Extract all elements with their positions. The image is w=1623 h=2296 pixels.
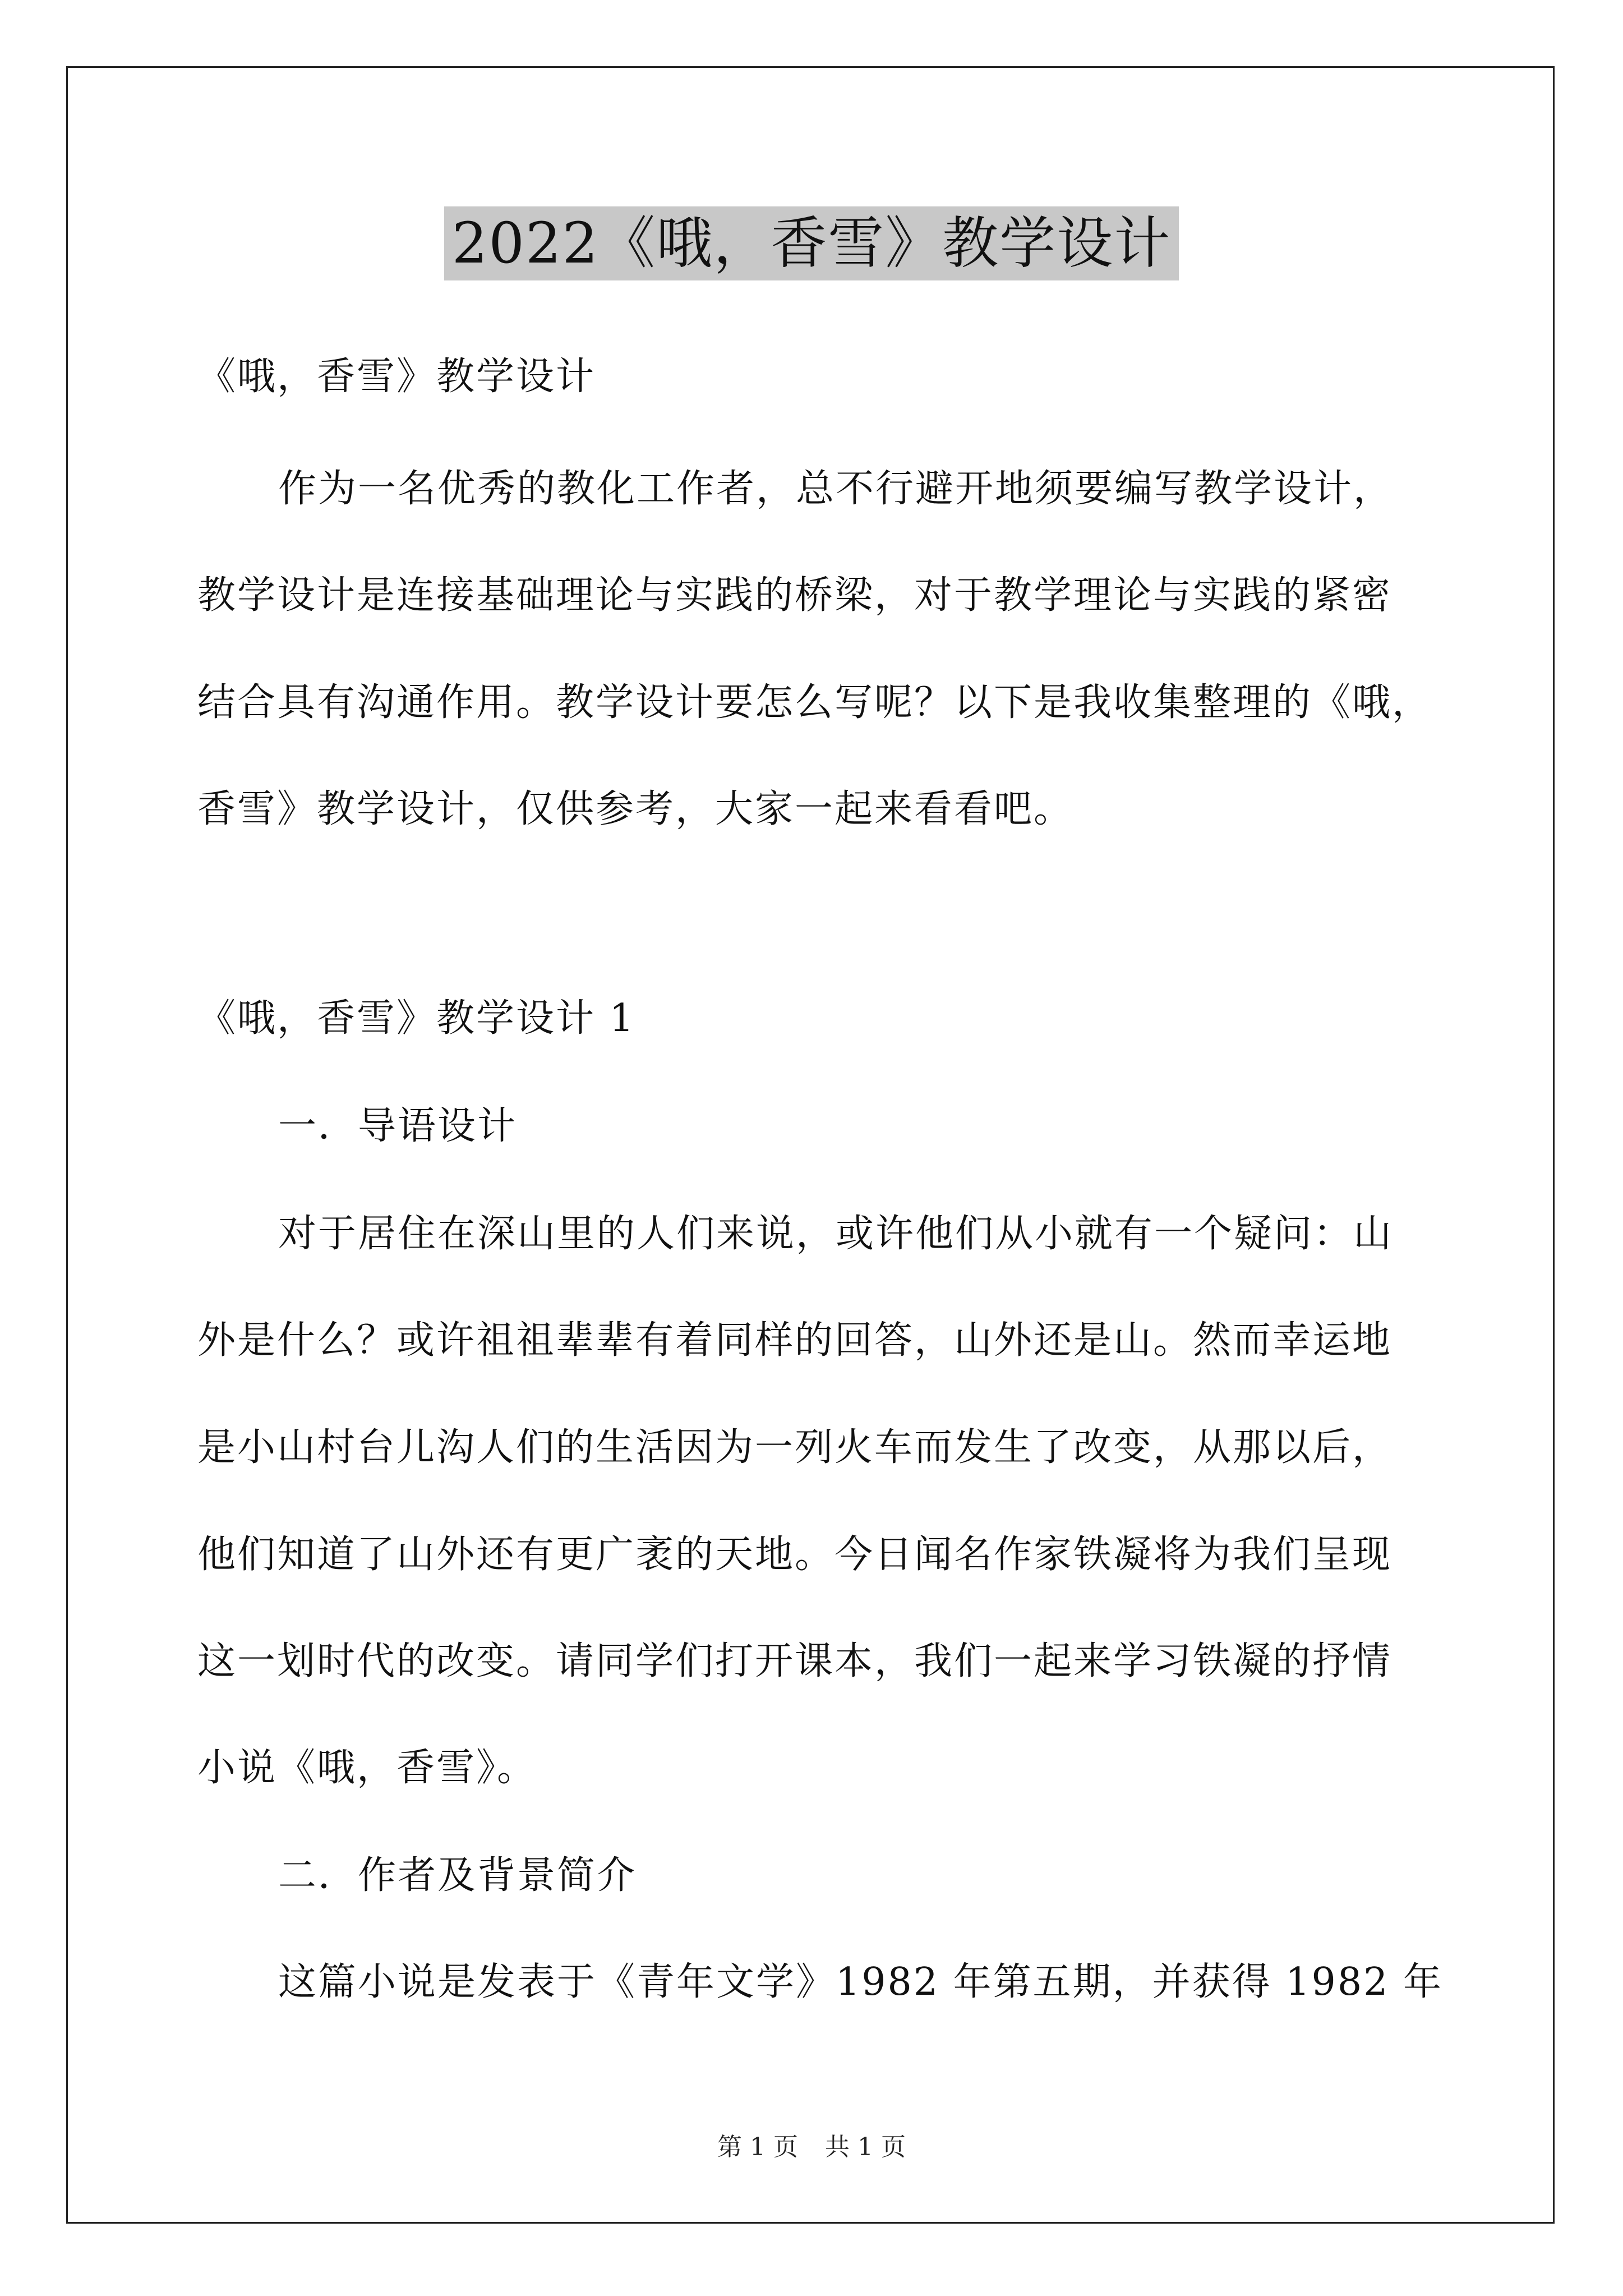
intro-line-3: 结合具有沟通作用。教学设计要怎么写呢？以下是我收集整理的《哦，: [197, 680, 1432, 725]
document-subtitle: 《哦，香雪》教学设计: [197, 355, 596, 399]
page-total: 共 1 页: [825, 2133, 906, 2161]
part1-line-6: 小说《哦，香雪》。: [197, 1746, 537, 1790]
page-number: 第 1 页: [717, 2133, 798, 2161]
intro-line-2: 教学设计是连接基础理论与实践的桥梁，对于教学理论与实践的紧密: [197, 573, 1393, 618]
document-title: 2022《哦，香雪》教学设计: [444, 206, 1179, 280]
part1-line-2: 外是什么？或许祖祖辈辈有着同样的回答，山外还是山。然而幸运地: [197, 1318, 1393, 1363]
part2-heading: 二．作者及背景简介: [278, 1853, 637, 1898]
part1-heading: 一．导语设计: [278, 1104, 518, 1148]
intro-line-4: 香雪》教学设计，仅供参考，大家一起来看看吧。: [197, 787, 1074, 831]
part2-line-1: 这篇小说是发表于《青年文学》1982 年第五期，并获得 1982 年: [278, 1960, 1443, 2004]
section-heading: 《哦，香雪》教学设计 1: [197, 996, 635, 1041]
part1-line-3: 是小山村台儿沟人们的生活因为一列火车而发生了改变，从那以后，: [197, 1425, 1393, 1470]
part1-line-5: 这一划时代的改变。请同学们打开课本，我们一起来学习铁凝的抒情: [197, 1639, 1393, 1683]
title-container: [0, 206, 1623, 280]
part1-line-4: 他们知道了山外还有更广袤的天地。今日闻名作家铁凝将为我们呈现: [197, 1533, 1393, 1577]
page-footer: [0, 2132, 1623, 2163]
intro-line-1: 作为一名优秀的教化工作者，总不行避开地须要编写教学设计，: [278, 467, 1394, 511]
part1-line-1: 对于居住在深山里的人们来说，或许他们从小就有一个疑问：山: [278, 1212, 1394, 1256]
